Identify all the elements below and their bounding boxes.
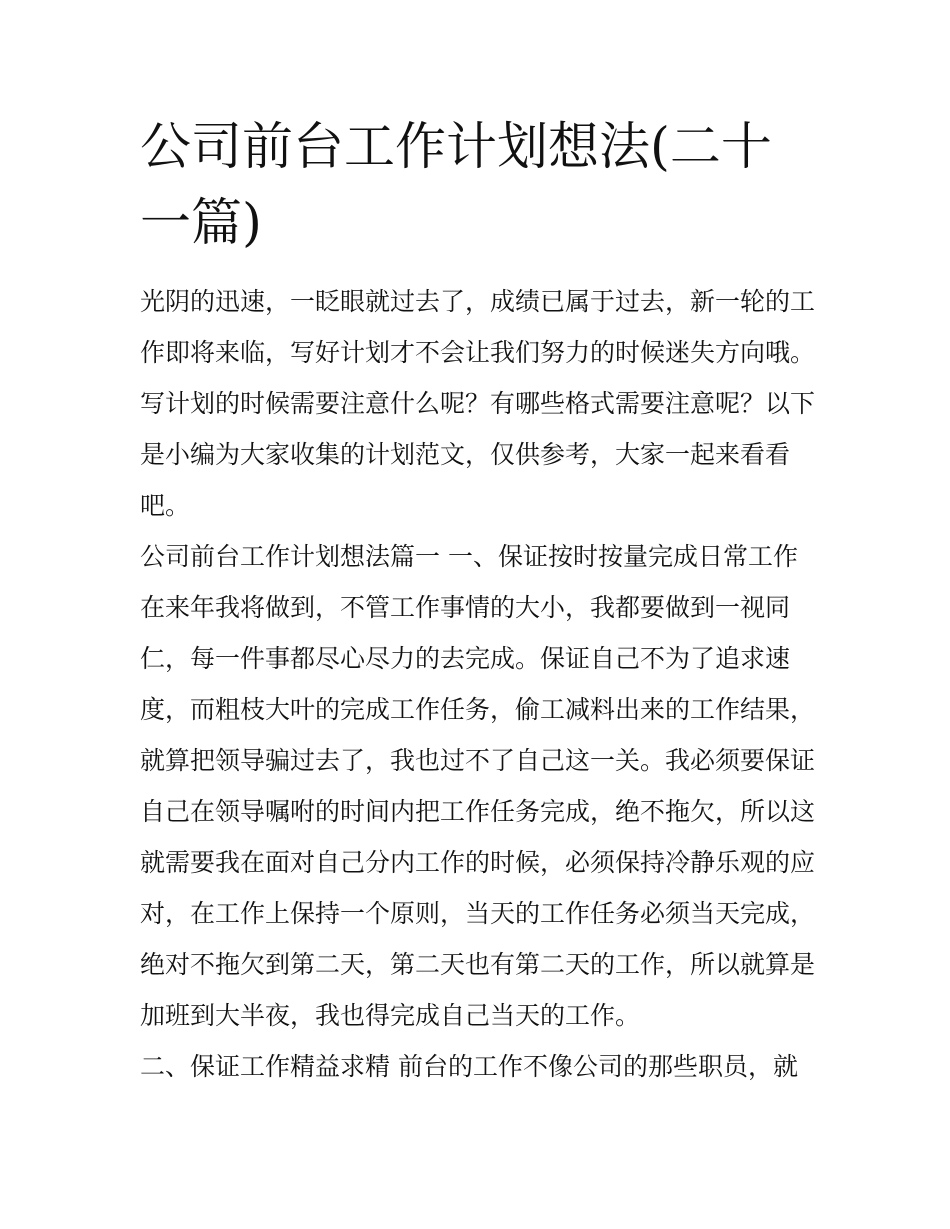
document-body [140,276,820,1092]
paragraph-intro: 光阴的迅速，一眨眼就过去了，成绩已属于过去，新一轮的工作即将来临，写好计划才不会让我们努力的时候迷失方向哦。写计划的时候需要注意什么呢？有哪些格式需要注意呢？以下是小编为大家收集的计划范文，仅供参考，大家一起来看看吧。 [140,287,816,520]
document-title: 公司前台工作计划想法(二十一篇) [140,118,772,253]
paragraph-section-two: 二、保证工作精益求精 前台的工作不像公司的那些职员，就 [140,1052,798,1081]
paragraph-section-one: 公司前台工作计划想法篇一 一、保证按时按量完成日常工作 在来年我将做到，不管工作事情的大小，我都要做到一视同仁，每一件事都尽心尽力的去完成。保证自己不为了追求速度，而粗枝大叶的完成工作任务，偷工减料出来的工作结果，就算把领导骗过去了，我也过不了自己这一关。我必须要保证自己在领导嘱咐的时间内把工作任务完成，绝不拖欠，所以这就需要我在面对自己分内工作的时候，必须保持冷静乐观的应对，在工作上保持一个原则，当天的工作任务必须当天完成，绝对不拖欠到第二天，第二天也有第二天的工作，所以就算是加班到大半夜，我也得完成自己当天的工作。 [140,542,816,1030]
